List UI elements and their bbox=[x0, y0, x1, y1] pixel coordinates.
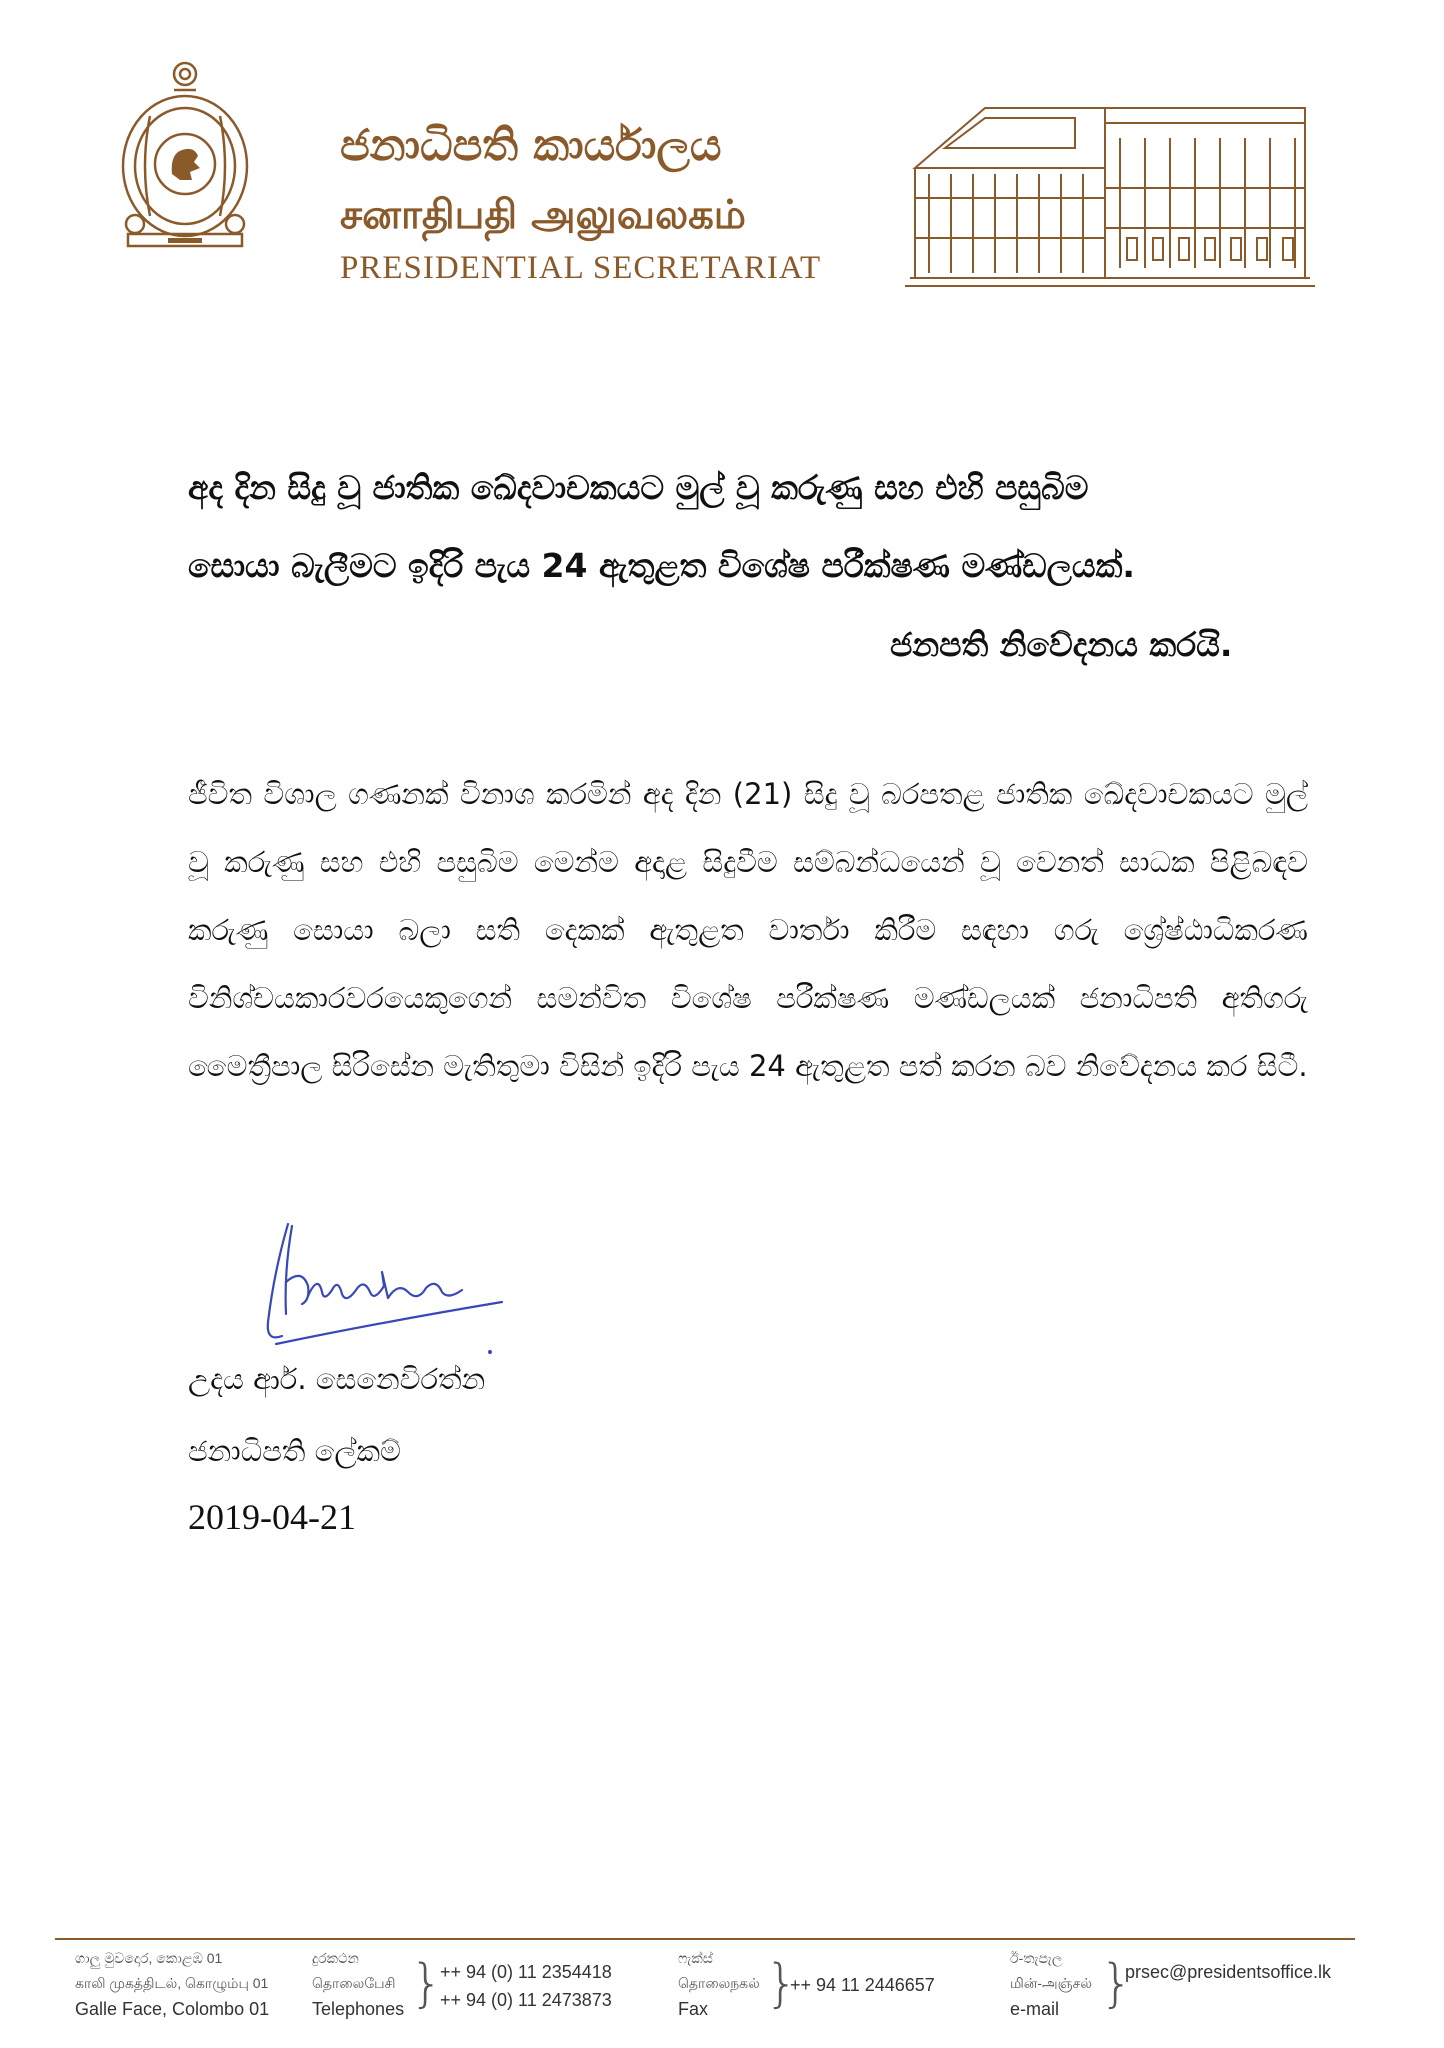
footer-telephone-1[interactable]: ++ 94 (0) 11 2354418 bbox=[440, 1962, 612, 1982]
footer-tel-label-tamil: தொலைபேசி bbox=[312, 1975, 396, 1991]
footer-divider bbox=[55, 1938, 1355, 1940]
footer-fax-label-english: Fax bbox=[678, 1999, 709, 2019]
footer-address-sinhala: ගාලු මුවදොර, කොළඹ 01 bbox=[75, 1950, 223, 1966]
signatory-title: ජනාධිපති ලේකම් bbox=[188, 1434, 401, 1468]
signatory-name: උදය ආර්. සෙනෙවිරත්න bbox=[188, 1362, 486, 1396]
letterhead-english: PRESIDENTIAL SECRETARIAT bbox=[340, 250, 822, 286]
footer-fax-label-sinhala: ෆැක්ස් bbox=[678, 1950, 713, 1966]
footer-brace-fax: } bbox=[765, 1954, 799, 2014]
footer-email-label-tamil: மின்-அஞ்சல் bbox=[1010, 1975, 1092, 1991]
footer-tel-label-english: Telephones bbox=[312, 1999, 405, 2019]
footer-email-address[interactable]: prsec@presidentsoffice.lk bbox=[1125, 1962, 1332, 1982]
footer-telephone-2[interactable]: ++ 94 (0) 11 2473873 bbox=[440, 1990, 612, 2010]
headline-line-2: සොයා බැලීමට ඉදිරි පැය 24 ඇතුළත විශේෂ පරීක්ෂණ මණ්ඩලයක්. bbox=[188, 546, 1135, 585]
footer-email-label-sinhala: ඊ-තැපැල bbox=[1010, 1950, 1063, 1966]
footer-address-english: Galle Face, Colombo 01 bbox=[75, 1999, 270, 2019]
footer-fax-label-tamil: தொலைநகல் bbox=[678, 1975, 760, 1991]
sri-lanka-emblem-icon bbox=[110, 56, 260, 256]
headline-line-3: ජනපති නිවේදනය කරයි. bbox=[890, 625, 1233, 664]
footer-email-label-english: e-mail bbox=[1010, 1999, 1060, 2019]
footer-brace-tel: } bbox=[410, 1954, 444, 2014]
footer-tel-label-sinhala: දුරකථන bbox=[312, 1950, 359, 1966]
letterhead-tamil: சனாதிபதி அலுவலகம் bbox=[340, 192, 746, 238]
handwritten-signature bbox=[262, 1212, 552, 1362]
letterhead-sinhala: ජනාධිපති කාර්යාලය bbox=[340, 120, 722, 171]
body-paragraph: ජීවිත විශාල ගණනක් විනාශ කරමින් අද දින (21) සිදු වූ බරපතළ ජාතික ඛේදවාචකයට මුල් වූ කරුණු සහ එහි පසුබිම මෙන්ම අදාළ සිදුවීම සම්බන්ධයෙන් වූ වෙනත් සාධක පිළිබඳව කරුණු සොයා බලා සති දෙකක් ඇතුළත වාර්තා කිරීම සඳහා ගරු ශ්‍රේෂ්ඨාධිකරණ විනිශ්චයකාරවරයෙකුගෙන් සමන්විත විශේෂ පරීක්ෂණ මණ්ඩලයක් ජනාධිපති අතිගරු මෛත්‍රීපාල සිරිසේන මැතිතුමා විසින් ඉදිරි පැය 24 ඇතුළත පත් කරන බව නිවේදනය කර සිටී. bbox=[188, 777, 1308, 1083]
letter-date: 2019-04-21 bbox=[188, 1497, 356, 1537]
footer-fax-number[interactable]: ++ 94 11 2446657 bbox=[790, 1975, 935, 1995]
footer-address-tamil: காலி முகத்திடல், கொழும்பு 01 bbox=[75, 1975, 269, 1991]
presidential-secretariat-building-icon bbox=[905, 88, 1315, 288]
footer-brace-email: } bbox=[1100, 1954, 1134, 2014]
headline-line-1: අද දින සිදු වූ ජාතික ඛේදවාචකයට මුල් වූ කරුණු සහ එහි පසුබිම bbox=[188, 468, 1089, 507]
